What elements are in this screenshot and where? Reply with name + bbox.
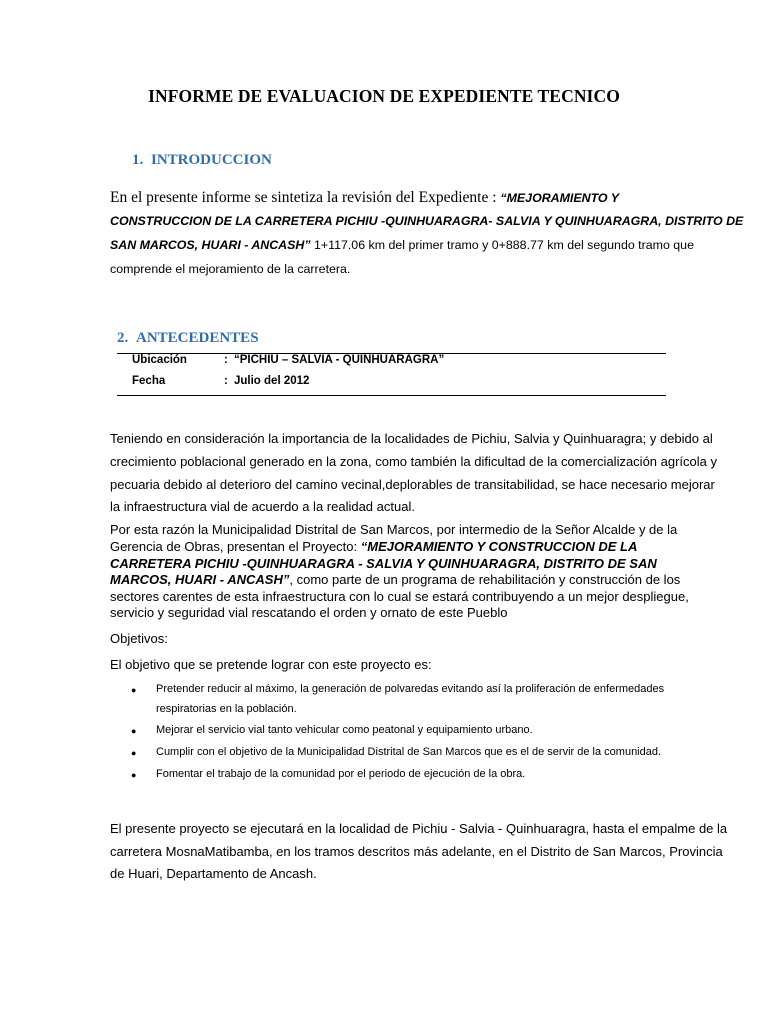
objective-item-4: Fomentar el trabajo de la comunidad por el periodo de ejecución de la obra. [156, 768, 526, 780]
intro-distance-text: 1+117.06 km del primer tramo y 0+888.77 km del segundo tramo que [310, 238, 694, 252]
section-heading-introduccion [132, 152, 272, 169]
paragraph-3-line-3: de Huari, Departamento de Ancash. [110, 866, 317, 881]
section-number: 2. [117, 330, 129, 346]
paragraph-1-line-1: Teniendo en consideración la importancia de la localidades de Pichiu, Salvia y Quinhuaragra; y debido al [110, 431, 713, 446]
project-name-part-2: CONSTRUCCION DE LA CARRETERA PICHIU -QUINHUARAGRA- SALVIA Y QUINHUARAGRA, DISTRITO DE [110, 214, 744, 228]
fecha-label: Fecha [132, 375, 166, 387]
project-title-part-2: CARRETERA PICHIU -QUINHUARAGRA - SALVIA Y QUINHUARAGRA, DISTRITO DE SAN [110, 556, 657, 571]
section-number: 1. [132, 152, 144, 168]
bullet-icon: ● [131, 726, 137, 736]
table-bottom-rule [117, 395, 666, 396]
bullet-icon: ● [131, 770, 137, 780]
intro-lead-text: En el presente informe se sintetiza la revisión del Expediente : [110, 189, 501, 206]
ubicacion-colon: : [224, 354, 228, 366]
objetivo-intro: El objetivo que se pretende lograr con este proyecto es: [110, 657, 432, 672]
section-heading-antecedentes [117, 330, 259, 347]
project-name-part-3: SAN MARCOS, HUARI - ANCASH” [110, 238, 311, 252]
paragraph-3-line-2: carretera MosnaMatibamba, en los tramos descritos más adelante, en el Distrito de San Marcos, Provincia [110, 844, 723, 859]
paragraph-2-line-5: sectores carentes de esta infraestructura con lo cual se estará contribuyendo a un mejor despliegue, [110, 589, 689, 604]
project-title-part-3: MARCOS, HUARI - ANCASH” [110, 572, 290, 587]
section-title: ANTECEDENTES [136, 330, 259, 346]
project-title-part-1: “MEJORAMIENTO Y CONSTRUCCION DE LA [360, 539, 638, 554]
paragraph-1-line-2: crecimiento poblacional generado en la zona, como también la dificultad de la comercialización agrícola y [110, 454, 718, 469]
intro-line-1 [110, 189, 619, 207]
objective-item-1-cont: respiratorias en la población. [156, 703, 297, 715]
bullet-icon: ● [131, 748, 137, 758]
paragraph-2-line-4 [110, 572, 680, 587]
document-title: INFORME DE EVALUACION DE EXPEDIENTE TECNICO [148, 86, 620, 106]
objective-item-2: Mejorar el servicio vial tanto vehicular como peatonal y equipamiento urbano. [156, 724, 533, 736]
project-name-part-1: “MEJORAMIENTO Y [500, 191, 620, 205]
paragraph-1-line-4: la infraestructura vial de acuerdo a la realidad actual. [110, 499, 415, 514]
fecha-value: Julio del 2012 [234, 375, 310, 387]
ubicacion-value: “PICHIU – SALVIA - QUINHUARAGRA” [234, 354, 445, 366]
paragraph-2-continuation: , como parte de un programa de rehabilitación y construcción de los [289, 572, 681, 587]
paragraph-2-line-2 [110, 539, 637, 554]
bullet-icon: ● [131, 685, 137, 695]
objective-item-1: Pretender reducir al máximo, la generación de polvaredas evitando así la proliferación de enfermedades [156, 683, 665, 695]
objetivos-label: Objetivos: [110, 631, 168, 646]
fecha-colon: : [224, 375, 228, 387]
paragraph-2-line-1: Por esta razón la Municipalidad Distrital de San Marcos, por intermedio de la Señor Alcalde y de la [110, 522, 678, 537]
paragraph-2-intro: Gerencia de Obras, presentan el Proyecto: [110, 539, 361, 554]
ubicacion-label: Ubicación [132, 354, 187, 366]
paragraph-1-line-3: pecuaria debido al deterioro del camino vecinal,deplorables de transitabilidad, se hace necesario mejorar [110, 477, 715, 492]
intro-line-4: comprende el mejoramiento de la carretera. [110, 262, 351, 276]
objective-item-3: Cumplir con el objetivo de la Municipalidad Distrital de San Marcos que es el de servir de la comunidad. [156, 746, 662, 758]
intro-line-3 [110, 238, 694, 252]
paragraph-2-line-6: servicio y seguridad vial rescatando el orden y ornato de este Pueblo [110, 605, 508, 620]
section-title: INTRODUCCION [151, 152, 272, 168]
paragraph-3-line-1: El presente proyecto se ejecutará en la localidad de Pichiu - Salvia - Quinhuaragra, hasta el empalme de la [110, 821, 728, 836]
